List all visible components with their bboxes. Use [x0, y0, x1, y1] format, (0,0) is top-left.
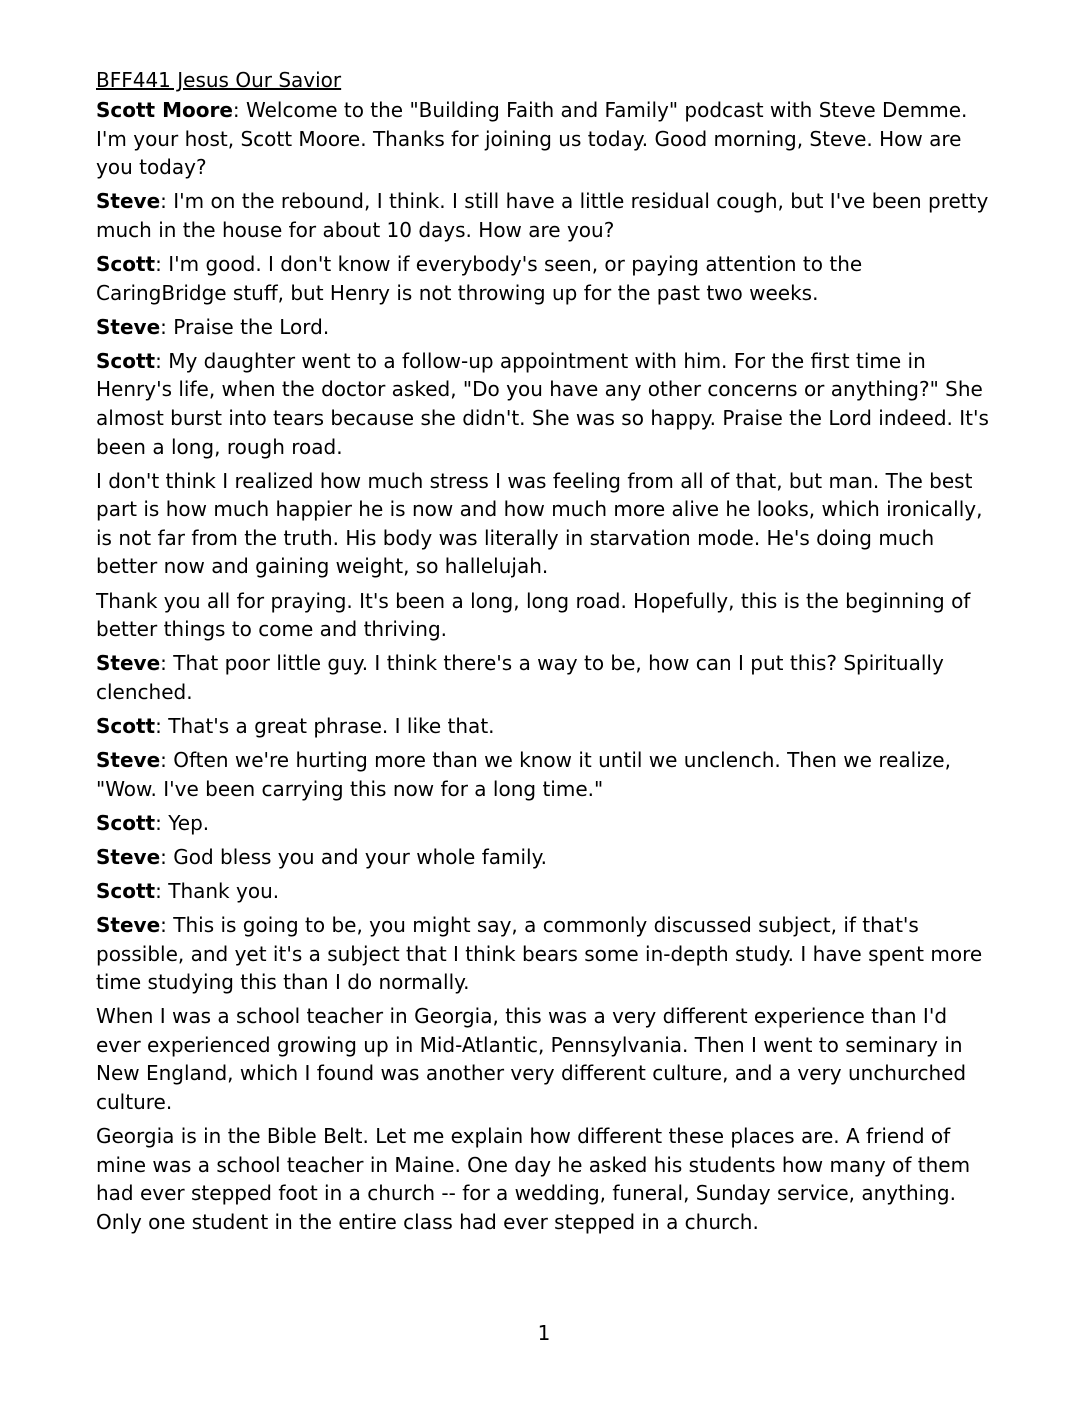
paragraph-text: This is going to be, you might say, a commonly discussed subject, if that's possible, and yet it's a subject that I think bears some in-depth study. I have spent more time studying this than I do normally. — [96, 912, 983, 995]
paragraph-text: I'm on the rebound, I think. I still have a little residual cough, but I've been pretty much in the house for about 10 days. How are you? — [96, 189, 989, 242]
transcript-paragraph — [96, 809, 996, 838]
speaker-name: Scott — [96, 878, 156, 903]
paragraph-text: Georgia is in the Bible Belt. Let me explain how different these places are. A friend of mine was a school teacher in Maine. One day he asked his students how many of them had ever stepped foot in a church -- for a wedding, funeral, Sunday service, anything. Only one student in the entire class had ever stepped in a church. — [96, 1124, 971, 1234]
speaker-name: Scott Moore — [96, 98, 233, 122]
speaker-separator: : — [160, 747, 174, 772]
speaker-separator: : — [232, 98, 247, 122]
page-number: 1 — [537, 1321, 551, 1345]
paragraph-text: Often we're hurting more than we know it until we unclench. Then we realize, "Wow. I've been carrying this now for a long time." — [96, 747, 951, 801]
speaker-name: Steve — [96, 651, 161, 676]
speaker-name: Scott — [96, 810, 156, 835]
speaker-name: Scott — [96, 713, 156, 738]
paragraph-text: Welcome to the "Building Faith and Family" podcast with Steve Demme. I'm your host, Scott Moore. Thanks for joining us today. Good morning, Steve. How are you today? — [96, 98, 968, 180]
speaker-separator: : — [160, 189, 174, 214]
speaker-name: Steve — [96, 189, 161, 214]
speaker-separator: : — [160, 314, 174, 339]
paragraph-text: I don't think I realized how much stress I was feeling from all of that, but man. The best part is how much happier he is now and how much more alive he looks, which ironically, is not far from the truth. His body was literally in starvation mode. He's doing much better now and gaining weight, so hallelujah. — [96, 468, 983, 579]
document-body — [96, 66, 996, 1242]
transcript-paragraph — [96, 313, 996, 342]
transcript-paragraph — [96, 587, 996, 644]
transcript-paragraph — [96, 649, 996, 706]
transcript-paragraph — [96, 347, 996, 461]
speaker-name: Scott — [96, 348, 156, 373]
paragraph-text: That's a great phrase. I like that. — [168, 713, 495, 738]
transcript-paragraph — [96, 250, 996, 307]
transcript-paragraph — [96, 911, 996, 997]
speaker-name: Steve — [96, 747, 161, 772]
document-title: BFF441 Jesus Our Savior — [96, 68, 342, 92]
transcript-paragraph — [96, 187, 996, 244]
speaker-separator: : — [160, 912, 174, 937]
speaker-separator: : — [160, 844, 174, 869]
paragraph-text: Yep. — [168, 810, 210, 835]
transcript-paragraph — [96, 467, 996, 581]
transcript-paragraph — [96, 746, 996, 803]
speaker-name: Steve — [96, 314, 161, 339]
paragraph-text: That poor little guy. I think there's a way to be, how can I put this? Spiritually clenched. — [96, 651, 944, 704]
paragraph-text: When I was a school teacher in Georgia, this was a very different experience than I'd ever experienced growing up in Mid-Atlantic, Pennsylvania. Then I went to seminary in New England, which I found was another very different culture, and a very unchurched culture. — [96, 1004, 967, 1114]
paragraph-text: Praise the Lord. — [173, 314, 330, 339]
speaker-separator: : — [155, 348, 169, 373]
transcript-paragraph — [96, 1002, 996, 1116]
transcript-paragraph — [96, 843, 996, 872]
speaker-separator: : — [155, 251, 169, 276]
transcript-paragraph — [96, 96, 996, 182]
paragraph-text: My daughter went to a follow-up appointment with him. For the first time in Henry's life, when the doctor asked, "Do you have any other concerns or anything?" She almost burst into tears because she didn't. She was so happy. Praise the Lord indeed. It's been a long, rough road. — [96, 348, 989, 459]
paragraph-text: Thank you all for praying. It's been a long, long road. Hopefully, this is the beginning of better things to come and thriving. — [96, 588, 971, 642]
paragraph-text: Thank you. — [168, 878, 280, 903]
transcript-paragraph — [96, 712, 996, 741]
transcript-paragraph — [96, 1122, 996, 1236]
speaker-separator: : — [155, 713, 169, 738]
speaker-name: Steve — [96, 912, 161, 937]
speaker-separator: : — [155, 878, 169, 903]
speaker-name: Scott — [96, 251, 156, 276]
paragraph-text: I'm good. I don't know if everybody's seen, or paying attention to the CaringBridge stuff, but Henry is not throwing up for the past two weeks. — [96, 251, 863, 305]
speaker-separator: : — [155, 810, 169, 835]
speaker-name: Steve — [96, 844, 161, 869]
transcript-paragraph — [96, 877, 996, 906]
paragraph-text: God bless you and your whole family. — [173, 844, 547, 869]
speaker-separator: : — [160, 651, 174, 676]
